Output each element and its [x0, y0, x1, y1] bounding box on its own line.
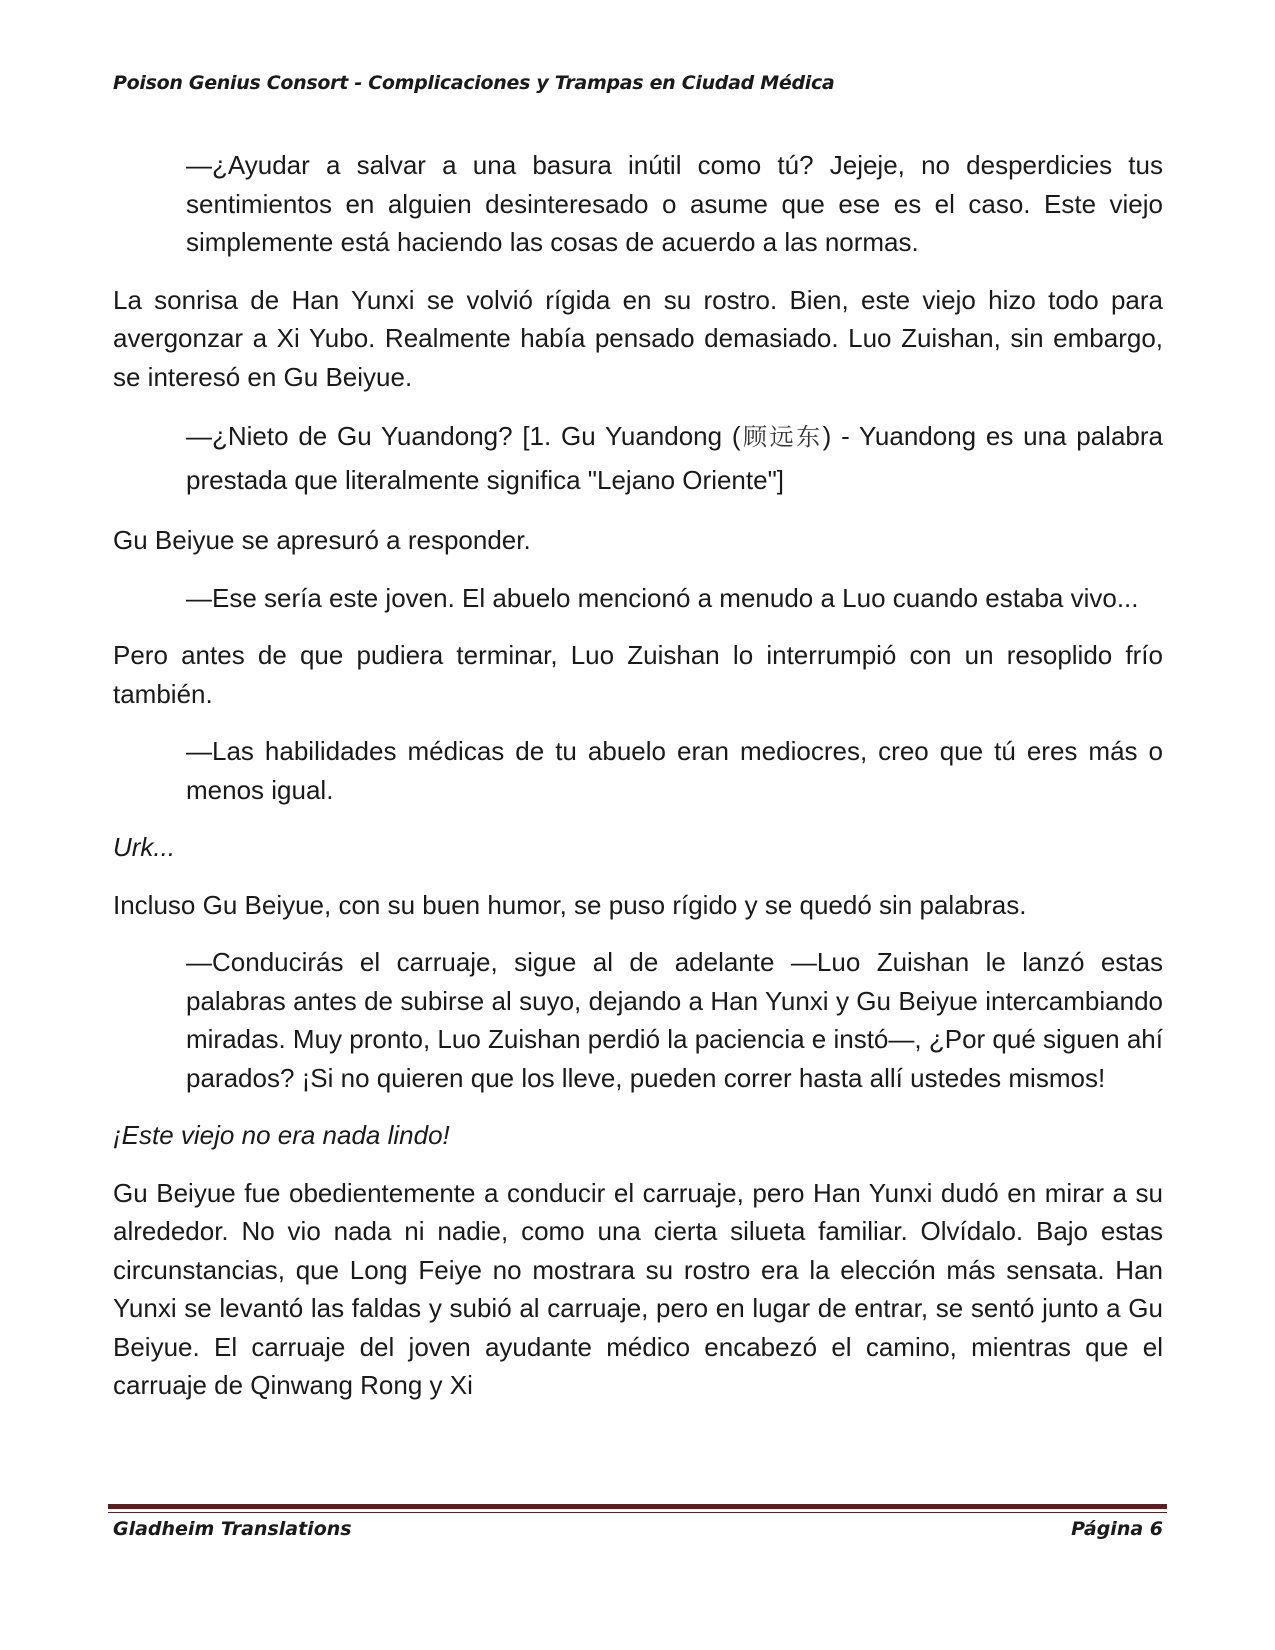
running-footer — [113, 1518, 1163, 1540]
footer-rule-thin — [108, 1512, 1167, 1513]
dialogue-paragraph: —Las habilidades médicas de tu abuelo eran mediocres, creo que tú eres más o menos igual. — [186, 736, 1163, 805]
dialogue-paragraph: —Conducirás el carruaje, sigue al de adelante —Luo Zuishan le lanzó estas palabras antes de subirse al suyo, dejando a Han Yunxi y Gu Beiyue intercambiando miradas. Muy pronto, Luo Zuishan perdió la paciencia e instó—, ¿Por qué siguen ahí parados? ¡Si no quieren que los lleve, pueden correr hasta allí ustedes mismos! — [186, 947, 1163, 1093]
footer-publisher: Gladheim Translations — [113, 1518, 352, 1540]
dialogue-paragraph: —Ese sería este joven. El abuelo mencionó a menudo a Luo cuando estaba vivo... — [186, 582, 1139, 613]
dialogue-paragraph-with-note — [113, 415, 1163, 502]
footer-page-number: Página 6 — [1071, 1518, 1163, 1540]
translator-note-text: ) - Yuandong es una palabra prestada que literalmente significa "Lejano Oriente"] — [186, 421, 1163, 495]
footer-rule-thick — [108, 1504, 1167, 1509]
dialogue-paragraph: —¿Ayudar a salvar a una basura inútil como tú? Jejeje, no desperdicies tus sentimientos en alguien desinteresado o asume que ese es el caso. Este viejo simplemente está haciendo las cosas de acuerdo a las normas. — [186, 150, 1163, 257]
running-header: Poison Genius Consort - Complicaciones y Trampas en Ciudad Médica — [113, 72, 835, 94]
narration-paragraph: Gu Beiyue se apresuró a responder. — [113, 525, 531, 555]
chinese-characters: 顾远东 — [740, 423, 823, 451]
dialogue-text: —¿Nieto de Gu Yuandong? [1. Gu Yuandong ( — [186, 421, 741, 451]
narration-paragraph: La sonrisa de Han Yunxi se volvió rígida en su rostro. Bien, este viejo hizo todo para avergonzar a Xi Yubo. Realmente había pensado demasiado. Luo Zuishan, sin embargo, se interesó en Gu Beiyue. — [113, 284, 1163, 392]
inner-thought-paragraph: Urk... — [113, 832, 176, 862]
inner-thought-paragraph: ¡Este viejo no era nada lindo! — [113, 1120, 450, 1150]
narration-paragraph: Incluso Gu Beiyue, con su buen humor, se puso rígido y se quedó sin palabras. — [113, 889, 1027, 920]
narration-paragraph: Gu Beiyue fue obedientemente a conducir el carruaje, pero Han Yunxi dudó en mirar a su alrededor. No vio nada ni nadie, como una cierta silueta familiar. Olvídalo. Bajo estas circunstancias, que Long Feiye no mostrara su rostro era la elección más sensata. Han Yunxi se levantó las faldas y subió al carruaje, pero en lugar de entrar, se sentó junto a Gu Beiyue. El carruaje del joven ayudante médico encabezó el camino, mientras que el carruaje de Qinwang Rong y Xi — [113, 1177, 1163, 1400]
document-body — [113, 146, 1163, 1424]
narration-paragraph: Pero antes de que pudiera terminar, Luo Zuishan lo interrumpió con un resoplido frío también. — [113, 640, 1163, 709]
footer-rule — [108, 1504, 1167, 1513]
